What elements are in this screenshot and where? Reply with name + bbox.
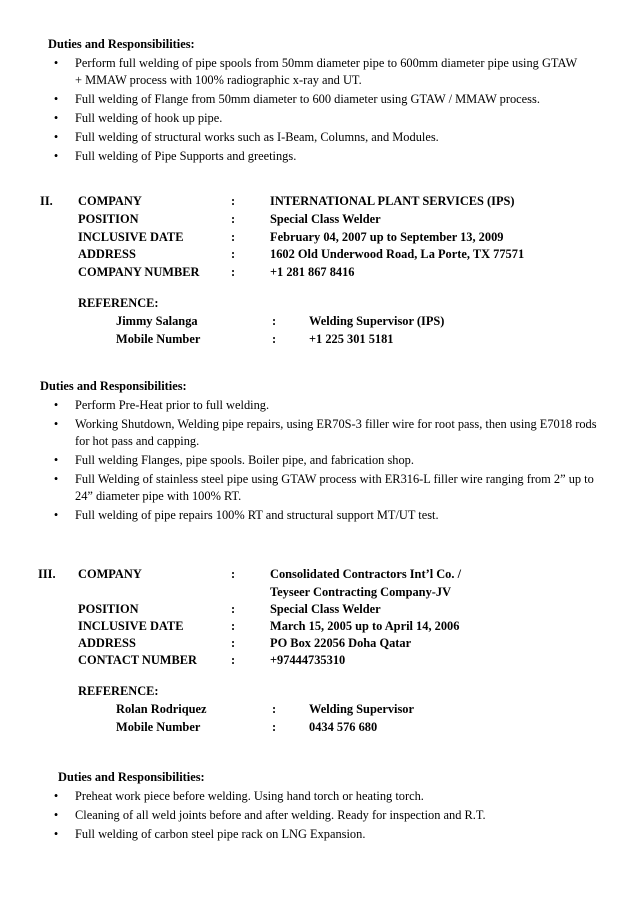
duty-item: • Preheat work piece before welding. Using hand torch or heating torch. — [50, 788, 590, 805]
address-row: ADDRESS : 1602 Old Underwood Road, La Porte, TX 77571 — [78, 247, 525, 261]
bullet-icon: • — [53, 508, 59, 522]
duty-item: • Full Welding of stainless steel pipe using GTAW process with ER316-L filler wire ranging from 2” up to 24” diameter pipe with 100% RT. — [50, 471, 600, 505]
bullet-icon: • — [53, 398, 59, 412]
section2-reference-heading: REFERENCE: — [78, 296, 159, 310]
bullet-icon: • — [53, 453, 59, 467]
duty-item: • Full welding of Pipe Supports and greetings. — [50, 148, 580, 165]
section2-duties-list — [50, 397, 600, 526]
bullet-icon: • — [53, 789, 59, 803]
reference-row: Jimmy Salanga : Welding Supervisor (IPS) — [116, 314, 445, 328]
bullet-icon: • — [53, 149, 59, 163]
duty-item: • Full welding of Flange from 50mm diameter to 600 diameter using GTAW / MMAW process. — [50, 91, 580, 108]
section3-duties-heading: Duties and Responsibilities: — [58, 770, 205, 784]
bullet-icon: • — [53, 808, 59, 822]
bullet-icon: • — [53, 827, 59, 841]
duty-item: • Perform Pre-Heat prior to full welding. — [50, 397, 600, 414]
bullet-icon: • — [53, 472, 59, 486]
bullet-icon: • — [53, 56, 59, 70]
reference-row: Mobile Number : 0434 576 680 — [116, 720, 378, 734]
section1-duties-heading: Duties and Responsibilities: — [48, 37, 195, 51]
section2-numeral: II. — [40, 194, 53, 208]
company-row-continued: Teyseer Contracting Company-JV — [270, 585, 452, 599]
company-row: COMPANY : INTERNATIONAL PLANT SERVICES (IPS) — [78, 194, 515, 208]
position-row: POSITION : Special Class Welder — [78, 212, 381, 226]
contact-number-row: CONTACT NUMBER : +97444735310 — [78, 653, 346, 667]
bullet-icon: • — [53, 92, 59, 106]
inclusive-date-row: INCLUSIVE DATE : March 15, 2005 up to April 14, 2006 — [78, 619, 460, 633]
reference-row: Rolan Rodriquez : Welding Supervisor — [116, 702, 414, 716]
section2-duties-heading: Duties and Responsibilities: — [40, 379, 187, 393]
duty-item: • Working Shutdown, Welding pipe repairs, using ER70S-3 filler wire for root pass, then using E7018 rods for hot pass and capping. — [50, 416, 600, 450]
bullet-icon: • — [53, 417, 59, 431]
reference-row: Mobile Number : +1 225 301 5181 — [116, 332, 394, 346]
section1-duties-list — [50, 55, 580, 167]
bullet-icon: • — [53, 111, 59, 125]
position-row: POSITION : Special Class Welder — [78, 602, 381, 616]
duty-item: • Full welding of carbon steel pipe rack on LNG Expansion. — [50, 826, 590, 843]
section3-duties-list — [50, 788, 590, 845]
company-number-row: COMPANY NUMBER : +1 281 867 8416 — [78, 265, 355, 279]
bullet-icon: • — [53, 130, 59, 144]
duty-item: • Full welding of pipe repairs 100% RT and structural support MT/UT test. — [50, 507, 600, 524]
duty-item: • Full welding Flanges, pipe spools. Boiler pipe, and fabrication shop. — [50, 452, 600, 469]
inclusive-date-row: INCLUSIVE DATE : February 04, 2007 up to September 13, 2009 — [78, 230, 504, 244]
section3-numeral: III. — [38, 567, 56, 581]
company-row: COMPANY : Consolidated Contractors Int’l Co. / — [78, 567, 462, 581]
duty-item: • Cleaning of all weld joints before and after welding. Ready for inspection and R.T. — [50, 807, 590, 824]
duty-item: • Full welding of hook up pipe. — [50, 110, 580, 127]
section3-reference-heading: REFERENCE: — [78, 684, 159, 698]
address-row: ADDRESS : PO Box 22056 Doha Qatar — [78, 636, 412, 650]
duty-item: • Perform full welding of pipe spools from 50mm diameter pipe to 600mm diameter pipe using GTAW + MMAW process with 100% radiographic x-ray and UT. — [50, 55, 580, 89]
duty-item: • Full welding of structural works such as I-Beam, Columns, and Modules. — [50, 129, 580, 146]
